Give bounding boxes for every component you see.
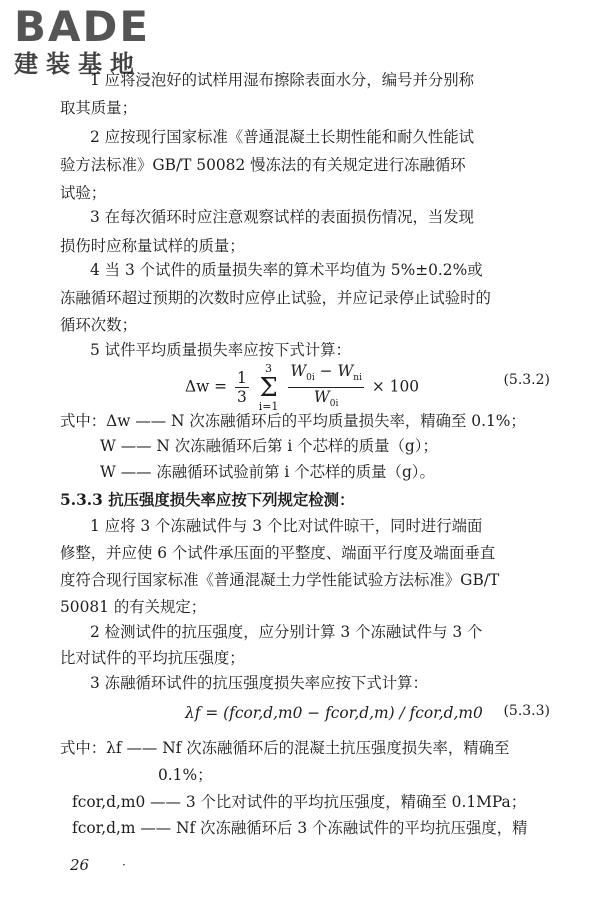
text-line: 3 冻融循环试件的抗压强度损失率应按下式计算： [90, 674, 428, 692]
definition: fcor,d,m0 —— 3 个比对试件的平均抗压强度，精确至 0.1MPa； [72, 793, 527, 811]
eq-num-w: W [290, 362, 307, 380]
text-line: 1 应将浸泡好的试样用湿布擦除表面水分，编号并分别称 [90, 71, 475, 89]
text-line: 修整，并应使 6 个试件承压面的平整度、端面平行度及端面垂直 [60, 544, 496, 562]
eq-lhs: Δw = [185, 377, 228, 396]
section-heading: 5.3.3 抗压强度损失率应按下列规定检测： [60, 491, 355, 509]
eq-sum: 3 Σ i=1 [258, 361, 279, 413]
text-line: 度符合现行国家标准《普通混凝土力学性能试验方法标准》GB/T [60, 571, 500, 589]
eq-coef-num: 1 [236, 369, 247, 388]
definition: 0.1%； [158, 766, 213, 784]
bade-logo [14, 4, 150, 78]
logo-sub: 建装基地 [14, 50, 142, 78]
text-line: 4 当 3 个试件的质量损失率的算术平均值为 5%±0.2%或 [90, 261, 483, 279]
eq-coef-den: 3 [236, 388, 247, 407]
text-line: 取其质量； [60, 99, 137, 117]
definition: W —— N 次冻融循环后第 i 个芯样的质量（g）； [100, 437, 438, 455]
text-line: 循环次数； [60, 316, 137, 334]
text-line: 损伤时应称量试样的质量； [60, 237, 245, 255]
equation-5-3-3: λf = (fcor,d,m0 − fcor,d,m) / fcor,d,m0 [185, 704, 483, 722]
equation-number: (5.3.3) [503, 703, 550, 719]
text-line: 50081 的有关规定； [60, 598, 207, 616]
text-line: 5 试件平均质量损失率应按下式计算： [90, 341, 351, 359]
equation-number: (5.3.2) [503, 372, 550, 388]
text-line: 2 应按现行国家标准《普通混凝土长期性能和耐久性能试 [90, 128, 475, 146]
text-line: 3 在每次循环时应注意观察试样的表面损伤情况，当发现 [90, 208, 475, 226]
equation-5-3-2 [185, 362, 419, 413]
definition: 式中：Δw —— N 次冻融循环后的平均质量损失率，精确至 0.1%； [60, 412, 526, 430]
text-line: 试验； [60, 184, 107, 202]
sum-top: 3 [265, 361, 273, 375]
definition: W —— 冻融循环试验前第 i 个芯样的质量（g）。 [100, 463, 435, 481]
definition: 式中：λf —— Nf 次冻融循环后的混凝土抗压强度损失率，精确至 [60, 739, 510, 757]
sum-bottom: i=1 [258, 399, 279, 413]
text-line: 2 检测试件的抗压强度，应分别计算 3 个冻融试件与 3 个 [90, 623, 483, 641]
eq-coef [235, 369, 249, 406]
text-line: 冻融循环超过预期的次数时应停止试验，并应记录停止试验时的 [60, 289, 491, 307]
eq-frac: $\frac{W_{0i} - W_{ni}}{W_{0i}}$ [290, 362, 362, 410]
text-line: 1 应将 3 个冻融试件与 3 个比对试件晾干，同时进行端面 [90, 517, 483, 535]
eq-den-w: W [313, 388, 330, 407]
page-dot: · [122, 858, 126, 872]
logo-main: BADE [14, 2, 151, 51]
eq-times: × 100 [371, 377, 420, 396]
page-number: 26 [70, 856, 90, 874]
text-line: 验方法标准》GB/T 50082 慢冻法的有关规定进行冻融循环 [60, 156, 466, 174]
definition: fcor,d,m —— Nf 次冻融循环后 3 个冻融试件的平均抗压强度，精 [72, 819, 528, 837]
text-line: 比对试件的平均抗压强度； [60, 649, 245, 667]
